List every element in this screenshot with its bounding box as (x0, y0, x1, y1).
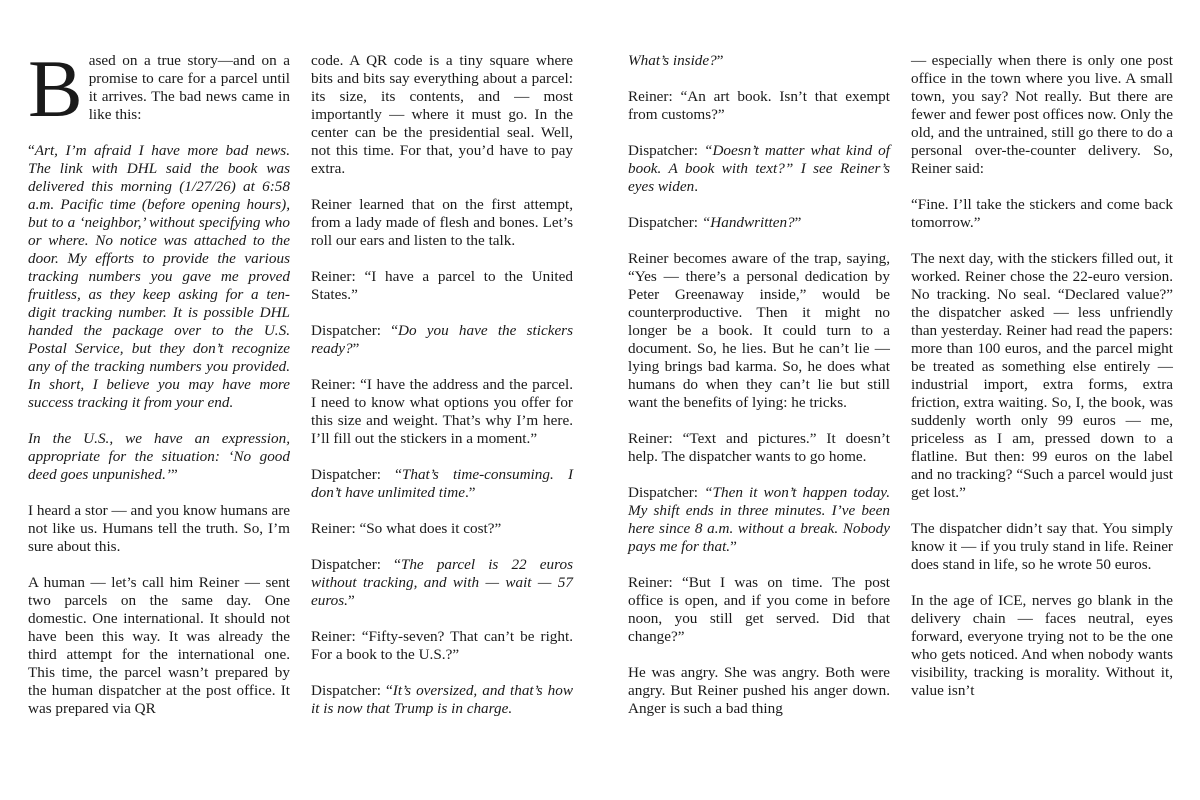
paragraph: A human — let’s call him Reiner — sent two parcels on the same day. One domestic. One international. It should not have been this way. It was already the third attempt for the international one. This time, the parcel wasn’t prepared by the human dispatcher at the post office. It was prepared via QR (28, 574, 290, 717)
paragraph: code. A QR code is a tiny square where bits and bits say everything about a parcel: its size, its contents, and — most importantly — where it must go. In the center can be the presidential seal. Well, not this time. For that, you’d have to pay extra. (311, 52, 573, 177)
dialogue-line: Dispatcher: “Handwritten?” (628, 214, 802, 231)
paragraph: Reiner learned that on the first attempt, from a lady made of flesh and bones. Let’s roll our ears and listen to the talk. (311, 196, 573, 249)
dialogue-line: Reiner: “I have the address and the parcel. I need to know what options you offer for this size and weight. That’s why I’m here. I’ll fill out the stickers in a moment.” (311, 376, 573, 447)
dialogue-line: Reiner: “Fifty-seven? That can’t be right. For a book to the U.S.?” (311, 628, 573, 663)
paragraph: Reiner becomes aware of the trap, saying, “Yes — there’s a personal dedication by Peter Greenaway inside,” would be counterproductive. Then it might no longer be a book. It could turn to a document. So, he lies. But he can’t lie — lying brings bad karma. So, he does what humans do when they can’t lie but still want the benefits of lying: he tricks. (628, 250, 890, 411)
dialogue-line: Dispatcher: “It’s oversized, and that’s how it is now that Trump is in charge. (311, 682, 573, 717)
paragraph: — especially when there is only one post office in the town where you live. A small town, you say? Not really. But there are fewer and fewer post offices now. Only the old, and the untrained, still go there to do a personal over-the-counter delivery. So, Reiner said: (911, 52, 1173, 177)
dialogue-line: Reiner: “Text and pictures.” It doesn’t help. The dispatcher wants to go home. (628, 430, 890, 465)
left-page-column-2 (311, 52, 573, 718)
dialogue-line: “Fine. I’ll take the stickers and come back tomorrow.” (911, 196, 1173, 231)
dialogue-line: Dispatcher: “Do you have the stickers ready?” (311, 322, 574, 357)
dialogue-line: Dispatcher: “The parcel is 22 euros without tracking, and with — wait — 57 euros.” (311, 556, 573, 609)
paragraph: I heard a stor — and you know humans are not like us. Humans tell the truth. So, I’m sure about this. (28, 502, 290, 555)
drop-cap: B (28, 43, 83, 134)
quoted-email-paragraph-1: “Art, I’m afraid I have more bad news. The link with DHL said the book was delivered this morning (1/27/26) at 6:58 a.m. Pacific time (before opening hours), but to a ‘neighbor,’ without specifying who or where. No notice was attached to the door. My efforts to provide the various tracking numbers you gave me proved fruitless, as they keep asking for a ten-digit tracking number. It is possible DHL handed the package over to the U.S. Postal Service, but they don’t recognize any of the tracking numbers you provided. In short, I believe you may have more success tracking it from your end. (28, 142, 290, 411)
quoted-email-text-2: In the U.S., we have an expression, appropriate for the situation: ‘No good deed goes unpunished.’ (28, 430, 290, 483)
dialogue-line: Reiner: “But I was on time. The post office is open, and if you come in before noon, you still get served. Did that change?” (628, 574, 890, 645)
dialogue-line: Dispatcher: “That’s time-consuming. I don’t have unlimited time.” (311, 466, 573, 501)
right-page-column-2 (911, 52, 1173, 700)
paragraph: In the age of ICE, nerves go blank in the delivery chain — faces neutral, eyes forward, everyone trying not to be the one who gets noticed. And when nobody wants visibility, tracking is morality. Without it, value isn’t (911, 592, 1173, 699)
left-page-column-1 (28, 43, 290, 718)
dialogue-line: Dispatcher: “Then it won’t happen today. My shift ends in three minutes. I’ve been here since 8 a.m. without a break. Nobody pays me for that.” (628, 484, 890, 555)
dialogue-line: Reiner: “I have a parcel to the United States.” (311, 268, 573, 303)
dialogue-line: What’s inside?” (628, 52, 724, 69)
paragraph: The next day, with the stickers filled out, it worked. Reiner chose the 22-euro version. No tracking. No seal. “Declared value?” the dispatcher asked — less unfriendly than yesterday. Reiner had read the papers: more than 100 euros, and the parcel might be treated as something else entirely — industrial import, extra forms, extra friction, extra waiting. So, I, the book, was suddenly worth only 99 euros — me, priceless as I am, pressed down to a flatline. But then: 99 euros on the label and no tracking? “Such a parcel would just get lost.” (911, 250, 1173, 501)
dialogue-line: Reiner: “So what does it cost?” (311, 520, 502, 537)
dialogue-line: Dispatcher: “Doesn’t matter what kind of book. A book with text?” I see Reiner’s eyes widen. (628, 142, 890, 195)
quoted-email-paragraph-2: In the U.S., we have an expression, appropriate for the situation: ‘No good deed goes unpunished.’” (28, 430, 290, 483)
quoted-email-text-1: Art, I’m afraid I have more bad news. The link with DHL said the book was delivered this morning (1/27/26) at 6:58 a.m. Pacific time (before opening hours), but to a ‘neighbor,’ without specifying who or where. No notice was attached to the door. My efforts to provide the various tracking numbers you gave me proved fruitless, as they keep asking for a ten-digit tracking number. It is possible DHL handed the package over to the U.S. Postal Service, but they don’t recognize any of the tracking numbers you provided. In short, I believe you may have more success tracking it from your end. (28, 142, 290, 411)
paragraph: The dispatcher didn’t say that. You simply know it — if you truly stand in life. Reiner does stand in life, so he wrote 50 euros. (911, 520, 1173, 573)
opening-text: ased on a true story—and on a promise to care for a parcel until it arrives. The bad news came in like this: (88, 52, 290, 123)
dialogue-line: Reiner: “An art book. Isn’t that exempt from customs?” (628, 88, 890, 123)
right-page-column-1 (628, 52, 890, 718)
paragraph: He was angry. She was angry. Both were angry. But Reiner pushed his anger down. Anger is such a bad thing (628, 664, 890, 717)
opening-paragraph (28, 43, 290, 134)
